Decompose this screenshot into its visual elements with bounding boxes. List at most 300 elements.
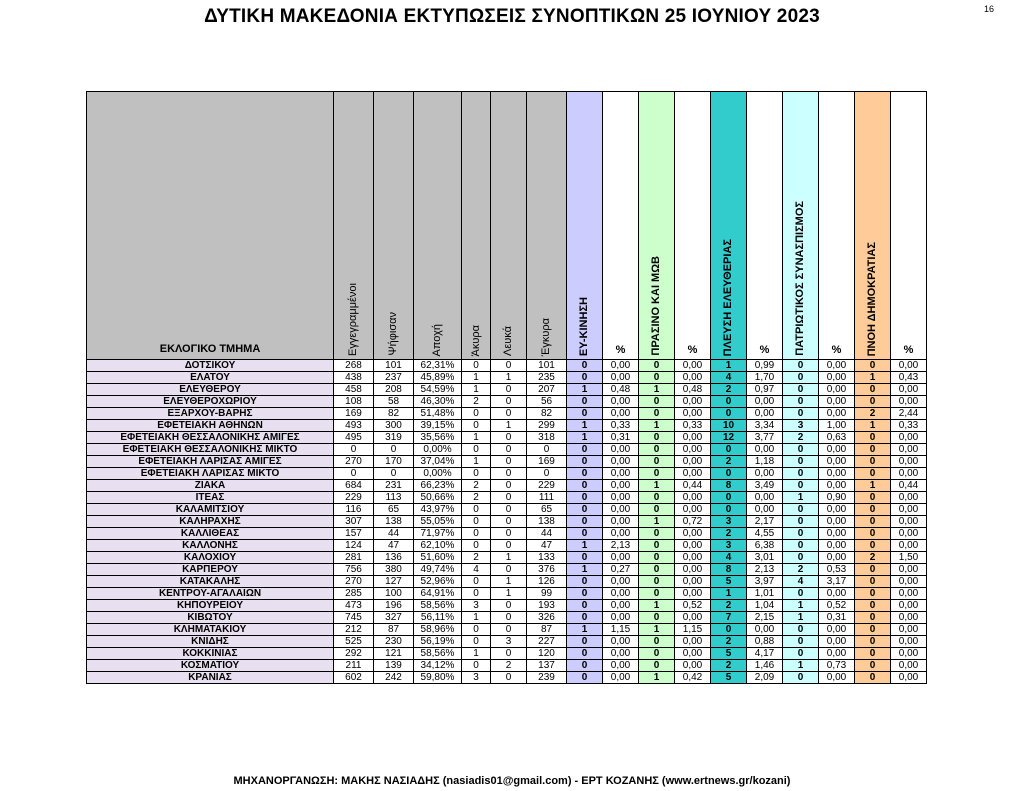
cell-prasino-kai-mov-votes: 0 xyxy=(639,360,675,372)
cell-prasino-kai-mov-votes: 0 xyxy=(639,588,675,600)
cell-precinct-name: ΚΑΛΗΡΑΧΗΣ xyxy=(87,516,334,528)
cell-plefsi-eleftherias-votes: 4 xyxy=(711,372,747,384)
cell-registered: 169 xyxy=(334,408,374,420)
cell-abstention: 49,74% xyxy=(414,564,462,576)
cell-prasino-kai-mov-pct: 0,00 xyxy=(675,360,711,372)
cell-registered: 473 xyxy=(334,600,374,612)
cell-prasino-kai-mov-votes: 0 xyxy=(639,528,675,540)
cell-plefsi-eleftherias-pct: 4,55 xyxy=(747,528,783,540)
table-row xyxy=(87,384,927,396)
cell-pnoi-dimokratias-pct: 0,44 xyxy=(891,480,927,492)
page-title: ΔΥΤΙΚΗ ΜΑΚΕΔΟΝΙΑ ΕΚΤΥΠΩΣΕΙΣ ΣΥΝΟΠΤΙΚΩΝ 25 ΙΟΥΝΙΟΥ 2023 xyxy=(204,6,820,27)
cell-precinct-name: ΚΙΒΩΤΟΥ xyxy=(87,612,334,624)
cell-pnoi-dimokratias-votes: 0 xyxy=(855,660,891,672)
cell-pnoi-dimokratias-votes: 0 xyxy=(855,588,891,600)
cell-pnoi-dimokratias-votes: 0 xyxy=(855,360,891,372)
cell-plefsi-eleftherias-votes: 0 xyxy=(711,492,747,504)
cell-pnoi-dimokratias-votes: 0 xyxy=(855,612,891,624)
cell-registered: 458 xyxy=(334,384,374,396)
cell-plefsi-eleftherias-votes: 2 xyxy=(711,600,747,612)
cell-abstention: 62,10% xyxy=(414,540,462,552)
cell-invalid: 2 xyxy=(462,480,491,492)
table-row xyxy=(87,528,927,540)
cell-ey-kinisi-votes: 0 xyxy=(567,480,603,492)
cell-patriotikos-synaspismos-pct: 0,00 xyxy=(819,552,855,564)
cell-plefsi-eleftherias-pct: 2,15 xyxy=(747,612,783,624)
cell-prasino-kai-mov-pct: 0,72 xyxy=(675,516,711,528)
cell-prasino-kai-mov-votes: 0 xyxy=(639,468,675,480)
cell-plefsi-eleftherias-votes: 1 xyxy=(711,588,747,600)
cell-ey-kinisi-pct: 2,13 xyxy=(603,540,639,552)
cell-ey-kinisi-votes: 0 xyxy=(567,408,603,420)
cell-blank: 0 xyxy=(491,612,527,624)
cell-registered: 211 xyxy=(334,660,374,672)
cell-ey-kinisi-pct: 0,00 xyxy=(603,360,639,372)
column-header-invalid: Άκυρα xyxy=(462,92,491,360)
cell-patriotikos-synaspismos-pct: 0,00 xyxy=(819,528,855,540)
cell-precinct-name: ΚΗΠΟΥΡΕΙΟΥ xyxy=(87,600,334,612)
cell-voted: 121 xyxy=(374,648,414,660)
cell-patriotikos-synaspismos-votes: 2 xyxy=(783,564,819,576)
cell-ey-kinisi-pct: 0,27 xyxy=(603,564,639,576)
table-row xyxy=(87,420,927,432)
cell-invalid: 3 xyxy=(462,672,491,684)
cell-patriotikos-synaspismos-votes: 0 xyxy=(783,588,819,600)
table-row xyxy=(87,480,927,492)
cell-blank: 0 xyxy=(491,516,527,528)
cell-registered: 756 xyxy=(334,564,374,576)
cell-ey-kinisi-pct: 0,00 xyxy=(603,504,639,516)
cell-pnoi-dimokratias-pct: 0,00 xyxy=(891,624,927,636)
cell-ey-kinisi-pct: 0,00 xyxy=(603,600,639,612)
cell-pnoi-dimokratias-pct: 0,33 xyxy=(891,420,927,432)
cell-prasino-kai-mov-votes: 0 xyxy=(639,432,675,444)
cell-patriotikos-synaspismos-votes: 0 xyxy=(783,360,819,372)
cell-precinct-name: ΚΑΛΑΜΙΤΣΙΟΥ xyxy=(87,504,334,516)
cell-ey-kinisi-pct: 0,00 xyxy=(603,588,639,600)
cell-plefsi-eleftherias-pct: 0,00 xyxy=(747,468,783,480)
cell-ey-kinisi-pct: 0,48 xyxy=(603,384,639,396)
cell-abstention: 58,56% xyxy=(414,600,462,612)
cell-ey-kinisi-pct: 0,00 xyxy=(603,576,639,588)
cell-ey-kinisi-votes: 1 xyxy=(567,432,603,444)
cell-ey-kinisi-pct: 0,33 xyxy=(603,420,639,432)
cell-precinct-name: ΚΡΑΝΙΑΣ xyxy=(87,672,334,684)
cell-patriotikos-synaspismos-pct: 0,52 xyxy=(819,600,855,612)
cell-ey-kinisi-votes: 1 xyxy=(567,420,603,432)
cell-plefsi-eleftherias-pct: 3,77 xyxy=(747,432,783,444)
cell-patriotikos-synaspismos-pct: 0,00 xyxy=(819,372,855,384)
cell-pnoi-dimokratias-pct: 0,00 xyxy=(891,576,927,588)
cell-patriotikos-synaspismos-pct: 0,53 xyxy=(819,564,855,576)
cell-precinct-name: ΕΦΕΤΕΙΑΚΗ ΘΕΣΣΑΛΟΝΙΚΗΣ ΜΙΚΤΟ xyxy=(87,444,334,456)
cell-plefsi-eleftherias-pct: 0,88 xyxy=(747,636,783,648)
cell-prasino-kai-mov-pct: 0,00 xyxy=(675,468,711,480)
cell-plefsi-eleftherias-votes: 0 xyxy=(711,504,747,516)
cell-plefsi-eleftherias-pct: 2,13 xyxy=(747,564,783,576)
cell-registered: 270 xyxy=(334,576,374,588)
cell-ey-kinisi-votes: 0 xyxy=(567,552,603,564)
table-row xyxy=(87,432,927,444)
cell-registered: 495 xyxy=(334,432,374,444)
cell-patriotikos-synaspismos-votes: 1 xyxy=(783,612,819,624)
table-row xyxy=(87,456,927,468)
cell-ey-kinisi-pct: 0,00 xyxy=(603,372,639,384)
table-row xyxy=(87,492,927,504)
cell-valid: 111 xyxy=(527,492,567,504)
cell-pnoi-dimokratias-votes: 2 xyxy=(855,408,891,420)
cell-pnoi-dimokratias-votes: 0 xyxy=(855,432,891,444)
cell-precinct-name: ΕΛΕΥΘΕΡΟΧΩΡΙΟΥ xyxy=(87,396,334,408)
cell-valid: 82 xyxy=(527,408,567,420)
cell-blank: 0 xyxy=(491,396,527,408)
cell-valid: 318 xyxy=(527,432,567,444)
cell-voted: 0 xyxy=(374,444,414,456)
cell-prasino-kai-mov-pct: 0,00 xyxy=(675,576,711,588)
cell-plefsi-eleftherias-pct: 0,00 xyxy=(747,444,783,456)
cell-prasino-kai-mov-pct: 0,48 xyxy=(675,384,711,396)
column-header-valid: Έγκυρα xyxy=(527,92,567,360)
cell-patriotikos-synaspismos-pct: 0,00 xyxy=(819,360,855,372)
cell-plefsi-eleftherias-votes: 2 xyxy=(711,636,747,648)
cell-invalid: 0 xyxy=(462,660,491,672)
cell-precinct-name: ΚΑΛΛΟΝΗΣ xyxy=(87,540,334,552)
cell-invalid: 3 xyxy=(462,600,491,612)
cell-pnoi-dimokratias-votes: 1 xyxy=(855,420,891,432)
cell-patriotikos-synaspismos-pct: 0,00 xyxy=(819,504,855,516)
cell-prasino-kai-mov-pct: 0,00 xyxy=(675,432,711,444)
cell-patriotikos-synaspismos-votes: 0 xyxy=(783,516,819,528)
cell-invalid: 1 xyxy=(462,432,491,444)
cell-precinct-name: ΕΦΕΤΕΙΑΚΗ ΑΘΗΝΩΝ xyxy=(87,420,334,432)
cell-patriotikos-synaspismos-votes: 0 xyxy=(783,672,819,684)
cell-plefsi-eleftherias-votes: 3 xyxy=(711,540,747,552)
cell-plefsi-eleftherias-votes: 5 xyxy=(711,672,747,684)
table-row xyxy=(87,564,927,576)
cell-voted: 138 xyxy=(374,516,414,528)
cell-ey-kinisi-pct: 0,00 xyxy=(603,660,639,672)
cell-pnoi-dimokratias-votes: 0 xyxy=(855,636,891,648)
cell-invalid: 0 xyxy=(462,588,491,600)
cell-voted: 237 xyxy=(374,372,414,384)
cell-pnoi-dimokratias-votes: 0 xyxy=(855,600,891,612)
table-row xyxy=(87,636,927,648)
cell-prasino-kai-mov-votes: 0 xyxy=(639,564,675,576)
cell-plefsi-eleftherias-votes: 2 xyxy=(711,456,747,468)
footer-credits: ΜΗΧΑΝΟΡΓΑΝΩΣΗ: ΜΑΚΗΣ ΝΑΣΙΑΔΗΣ (nasiadis01@gmail.com) - ΕΡΤ ΚΟΖΑΝΗΣ (www.ertnews.gr/kozani) xyxy=(233,775,791,787)
cell-prasino-kai-mov-votes: 0 xyxy=(639,576,675,588)
cell-ey-kinisi-pct: 0,00 xyxy=(603,468,639,480)
cell-prasino-kai-mov-pct: 0,00 xyxy=(675,540,711,552)
cell-prasino-kai-mov-votes: 0 xyxy=(639,540,675,552)
cell-ey-kinisi-votes: 0 xyxy=(567,468,603,480)
cell-pnoi-dimokratias-votes: 0 xyxy=(855,540,891,552)
cell-abstention: 56,19% xyxy=(414,636,462,648)
column-header-abstention: Αποχή xyxy=(414,92,462,360)
cell-plefsi-eleftherias-votes: 8 xyxy=(711,564,747,576)
cell-plefsi-eleftherias-pct: 0,00 xyxy=(747,504,783,516)
cell-prasino-kai-mov-pct: 0,00 xyxy=(675,564,711,576)
cell-ey-kinisi-pct: 0,00 xyxy=(603,444,639,456)
cell-pnoi-dimokratias-votes: 0 xyxy=(855,564,891,576)
cell-prasino-kai-mov-pct: 0,00 xyxy=(675,552,711,564)
cell-blank: 0 xyxy=(491,360,527,372)
column-header-precinct: ΕΚΛΟΓΙΚΟ ΤΜΗΜΑ xyxy=(87,92,334,360)
cell-registered: 493 xyxy=(334,420,374,432)
column-header-pct: % xyxy=(891,92,927,360)
cell-invalid: 0 xyxy=(462,420,491,432)
cell-voted: 82 xyxy=(374,408,414,420)
cell-valid: 138 xyxy=(527,516,567,528)
column-header-pct: % xyxy=(675,92,711,360)
cell-prasino-kai-mov-votes: 0 xyxy=(639,492,675,504)
cell-plefsi-eleftherias-votes: 0 xyxy=(711,444,747,456)
table-row xyxy=(87,444,927,456)
cell-patriotikos-synaspismos-votes: 3 xyxy=(783,420,819,432)
cell-ey-kinisi-pct: 0,00 xyxy=(603,516,639,528)
cell-pnoi-dimokratias-votes: 0 xyxy=(855,672,891,684)
cell-pnoi-dimokratias-pct: 0,00 xyxy=(891,492,927,504)
cell-plefsi-eleftherias-pct: 2,17 xyxy=(747,516,783,528)
cell-voted: 380 xyxy=(374,564,414,576)
cell-ey-kinisi-pct: 0,31 xyxy=(603,432,639,444)
cell-prasino-kai-mov-votes: 0 xyxy=(639,444,675,456)
cell-prasino-kai-mov-pct: 0,44 xyxy=(675,480,711,492)
cell-valid: 133 xyxy=(527,552,567,564)
cell-patriotikos-synaspismos-pct: 1,00 xyxy=(819,420,855,432)
cell-abstention: 45,89% xyxy=(414,372,462,384)
cell-valid: 227 xyxy=(527,636,567,648)
cell-plefsi-eleftherias-votes: 0 xyxy=(711,468,747,480)
cell-registered: 438 xyxy=(334,372,374,384)
cell-pnoi-dimokratias-pct: 0,00 xyxy=(891,516,927,528)
cell-ey-kinisi-votes: 0 xyxy=(567,648,603,660)
cell-precinct-name: ΕΦΕΤΕΙΑΚΗ ΛΑΡΙΣΑΣ ΑΜΙΓΕΣ xyxy=(87,456,334,468)
column-header-pct: % xyxy=(747,92,783,360)
cell-invalid: 0 xyxy=(462,468,491,480)
cell-registered: 212 xyxy=(334,624,374,636)
cell-ey-kinisi-votes: 1 xyxy=(567,564,603,576)
table-row xyxy=(87,516,927,528)
cell-prasino-kai-mov-pct: 0,00 xyxy=(675,528,711,540)
cell-abstention: 59,80% xyxy=(414,672,462,684)
cell-invalid: 0 xyxy=(462,360,491,372)
header-row xyxy=(87,92,927,360)
cell-plefsi-eleftherias-pct: 1,18 xyxy=(747,456,783,468)
cell-ey-kinisi-votes: 0 xyxy=(567,444,603,456)
column-header-voted: Ψήφισαν xyxy=(374,92,414,360)
cell-blank: 0 xyxy=(491,564,527,576)
cell-precinct-name: ΚΟΚΚΙΝΙΑΣ xyxy=(87,648,334,660)
cell-pnoi-dimokratias-votes: 0 xyxy=(855,648,891,660)
cell-abstention: 71,97% xyxy=(414,528,462,540)
cell-pnoi-dimokratias-pct: 0,00 xyxy=(891,528,927,540)
cell-prasino-kai-mov-votes: 0 xyxy=(639,504,675,516)
cell-invalid: 0 xyxy=(462,516,491,528)
cell-plefsi-eleftherias-pct: 1,04 xyxy=(747,600,783,612)
cell-blank: 1 xyxy=(491,576,527,588)
cell-pnoi-dimokratias-pct: 0,00 xyxy=(891,396,927,408)
cell-patriotikos-synaspismos-pct: 0,00 xyxy=(819,396,855,408)
cell-prasino-kai-mov-pct: 0,00 xyxy=(675,504,711,516)
column-header-party-patriotikos-synaspismos: ΠΑΤΡΙΩΤΙΚΟΣ ΣΥΝΑΣΠΙΣΜΟΣ xyxy=(783,92,819,360)
cell-ey-kinisi-votes: 0 xyxy=(567,588,603,600)
cell-registered: 292 xyxy=(334,648,374,660)
cell-precinct-name: ΚΑΛΛΙΘΕΑΣ xyxy=(87,528,334,540)
cell-plefsi-eleftherias-votes: 7 xyxy=(711,612,747,624)
cell-plefsi-eleftherias-pct: 0,99 xyxy=(747,360,783,372)
cell-voted: 208 xyxy=(374,384,414,396)
cell-pnoi-dimokratias-pct: 0,00 xyxy=(891,360,927,372)
cell-blank: 0 xyxy=(491,624,527,636)
cell-prasino-kai-mov-pct: 1,15 xyxy=(675,624,711,636)
cell-patriotikos-synaspismos-votes: 0 xyxy=(783,396,819,408)
cell-ey-kinisi-pct: 0,00 xyxy=(603,480,639,492)
cell-invalid: 0 xyxy=(462,576,491,588)
cell-plefsi-eleftherias-votes: 1 xyxy=(711,360,747,372)
cell-precinct-name: ΚΛΗΜΑΤΑΚΙΟΥ xyxy=(87,624,334,636)
cell-blank: 1 xyxy=(491,372,527,384)
cell-patriotikos-synaspismos-pct: 0,00 xyxy=(819,540,855,552)
cell-abstention: 56,11% xyxy=(414,612,462,624)
cell-prasino-kai-mov-pct: 0,00 xyxy=(675,612,711,624)
cell-precinct-name: ΚΑΛΟΧΙΟΥ xyxy=(87,552,334,564)
cell-patriotikos-synaspismos-votes: 1 xyxy=(783,660,819,672)
cell-ey-kinisi-pct: 0,00 xyxy=(603,408,639,420)
cell-pnoi-dimokratias-pct: 0,00 xyxy=(891,672,927,684)
cell-registered: 124 xyxy=(334,540,374,552)
cell-plefsi-eleftherias-votes: 3 xyxy=(711,516,747,528)
cell-blank: 0 xyxy=(491,540,527,552)
cell-patriotikos-synaspismos-votes: 0 xyxy=(783,504,819,516)
cell-pnoi-dimokratias-pct: 2,44 xyxy=(891,408,927,420)
cell-precinct-name: ΚΑΡΠΕΡΟΥ xyxy=(87,564,334,576)
cell-prasino-kai-mov-votes: 0 xyxy=(639,552,675,564)
cell-ey-kinisi-votes: 0 xyxy=(567,576,603,588)
cell-patriotikos-synaspismos-votes: 2 xyxy=(783,432,819,444)
cell-precinct-name: ΕΛΕΥΘΕΡΟΥ xyxy=(87,384,334,396)
cell-pnoi-dimokratias-votes: 0 xyxy=(855,528,891,540)
cell-pnoi-dimokratias-votes: 1 xyxy=(855,480,891,492)
cell-voted: 230 xyxy=(374,636,414,648)
cell-prasino-kai-mov-votes: 1 xyxy=(639,624,675,636)
cell-blank: 0 xyxy=(491,672,527,684)
cell-pnoi-dimokratias-votes: 0 xyxy=(855,396,891,408)
cell-ey-kinisi-votes: 0 xyxy=(567,636,603,648)
cell-patriotikos-synaspismos-pct: 0,63 xyxy=(819,432,855,444)
cell-prasino-kai-mov-pct: 0,33 xyxy=(675,420,711,432)
cell-patriotikos-synaspismos-votes: 0 xyxy=(783,528,819,540)
cell-valid: 169 xyxy=(527,456,567,468)
cell-ey-kinisi-pct: 0,00 xyxy=(603,528,639,540)
cell-ey-kinisi-votes: 0 xyxy=(567,372,603,384)
cell-abstention: 51,60% xyxy=(414,552,462,564)
cell-plefsi-eleftherias-pct: 1,70 xyxy=(747,372,783,384)
cell-ey-kinisi-pct: 0,00 xyxy=(603,636,639,648)
cell-blank: 0 xyxy=(491,444,527,456)
table-row xyxy=(87,612,927,624)
cell-patriotikos-synaspismos-pct: 0,90 xyxy=(819,492,855,504)
cell-patriotikos-synaspismos-votes: 1 xyxy=(783,492,819,504)
table-row xyxy=(87,600,927,612)
table-row xyxy=(87,540,927,552)
cell-prasino-kai-mov-pct: 0,00 xyxy=(675,408,711,420)
cell-pnoi-dimokratias-votes: 0 xyxy=(855,456,891,468)
cell-invalid: 1 xyxy=(462,612,491,624)
cell-valid: 56 xyxy=(527,396,567,408)
cell-abstention: 0,00% xyxy=(414,444,462,456)
cell-plefsi-eleftherias-votes: 2 xyxy=(711,384,747,396)
cell-registered: 602 xyxy=(334,672,374,684)
cell-voted: 139 xyxy=(374,660,414,672)
cell-abstention: 35,56% xyxy=(414,432,462,444)
cell-ey-kinisi-pct: 0,00 xyxy=(603,552,639,564)
cell-precinct-name: ΕΛΑΤΟΥ xyxy=(87,372,334,384)
cell-precinct-name: ΚΟΣΜΑΤΙΟΥ xyxy=(87,660,334,672)
cell-abstention: 55,05% xyxy=(414,516,462,528)
column-header-party-prasino-kai-mov: ΠΡΑΣΙΝΟ ΚΑΙ ΜΩΒ xyxy=(639,92,675,360)
cell-prasino-kai-mov-pct: 0,52 xyxy=(675,600,711,612)
cell-plefsi-eleftherias-votes: 2 xyxy=(711,660,747,672)
cell-invalid: 2 xyxy=(462,396,491,408)
cell-valid: 47 xyxy=(527,540,567,552)
cell-ey-kinisi-pct: 0,00 xyxy=(603,612,639,624)
results-table xyxy=(86,91,927,684)
cell-registered: 108 xyxy=(334,396,374,408)
cell-prasino-kai-mov-pct: 0,00 xyxy=(675,456,711,468)
cell-invalid: 0 xyxy=(462,540,491,552)
cell-blank: 3 xyxy=(491,636,527,648)
cell-registered: 745 xyxy=(334,612,374,624)
cell-pnoi-dimokratias-votes: 0 xyxy=(855,504,891,516)
cell-patriotikos-synaspismos-pct: 0,00 xyxy=(819,480,855,492)
cell-ey-kinisi-pct: 1,15 xyxy=(603,624,639,636)
cell-plefsi-eleftherias-pct: 2,09 xyxy=(747,672,783,684)
cell-voted: 47 xyxy=(374,540,414,552)
table-row xyxy=(87,672,927,684)
cell-plefsi-eleftherias-votes: 0 xyxy=(711,396,747,408)
cell-patriotikos-synaspismos-votes: 0 xyxy=(783,480,819,492)
cell-plefsi-eleftherias-votes: 4 xyxy=(711,552,747,564)
cell-abstention: 39,15% xyxy=(414,420,462,432)
cell-valid: 137 xyxy=(527,660,567,672)
cell-voted: 101 xyxy=(374,360,414,372)
cell-patriotikos-synaspismos-pct: 0,00 xyxy=(819,468,855,480)
cell-precinct-name: ΚΝΙΔΗΣ xyxy=(87,636,334,648)
cell-patriotikos-synaspismos-pct: 0,31 xyxy=(819,612,855,624)
cell-pnoi-dimokratias-pct: 0,00 xyxy=(891,588,927,600)
cell-pnoi-dimokratias-pct: 0,00 xyxy=(891,456,927,468)
cell-pnoi-dimokratias-pct: 0,00 xyxy=(891,468,927,480)
cell-abstention: 37,04% xyxy=(414,456,462,468)
cell-ey-kinisi-votes: 0 xyxy=(567,516,603,528)
cell-patriotikos-synaspismos-votes: 0 xyxy=(783,648,819,660)
cell-voted: 0 xyxy=(374,468,414,480)
cell-invalid: 2 xyxy=(462,492,491,504)
cell-registered: 684 xyxy=(334,480,374,492)
cell-voted: 58 xyxy=(374,396,414,408)
cell-plefsi-eleftherias-pct: 0,97 xyxy=(747,384,783,396)
cell-pnoi-dimokratias-pct: 1,50 xyxy=(891,552,927,564)
cell-pnoi-dimokratias-pct: 0,00 xyxy=(891,600,927,612)
cell-blank: 0 xyxy=(491,384,527,396)
cell-patriotikos-synaspismos-votes: 0 xyxy=(783,552,819,564)
page-number: 16 xyxy=(983,4,994,14)
cell-blank: 0 xyxy=(491,408,527,420)
cell-plefsi-eleftherias-votes: 0 xyxy=(711,408,747,420)
cell-invalid: 1 xyxy=(462,456,491,468)
cell-pnoi-dimokratias-votes: 0 xyxy=(855,492,891,504)
